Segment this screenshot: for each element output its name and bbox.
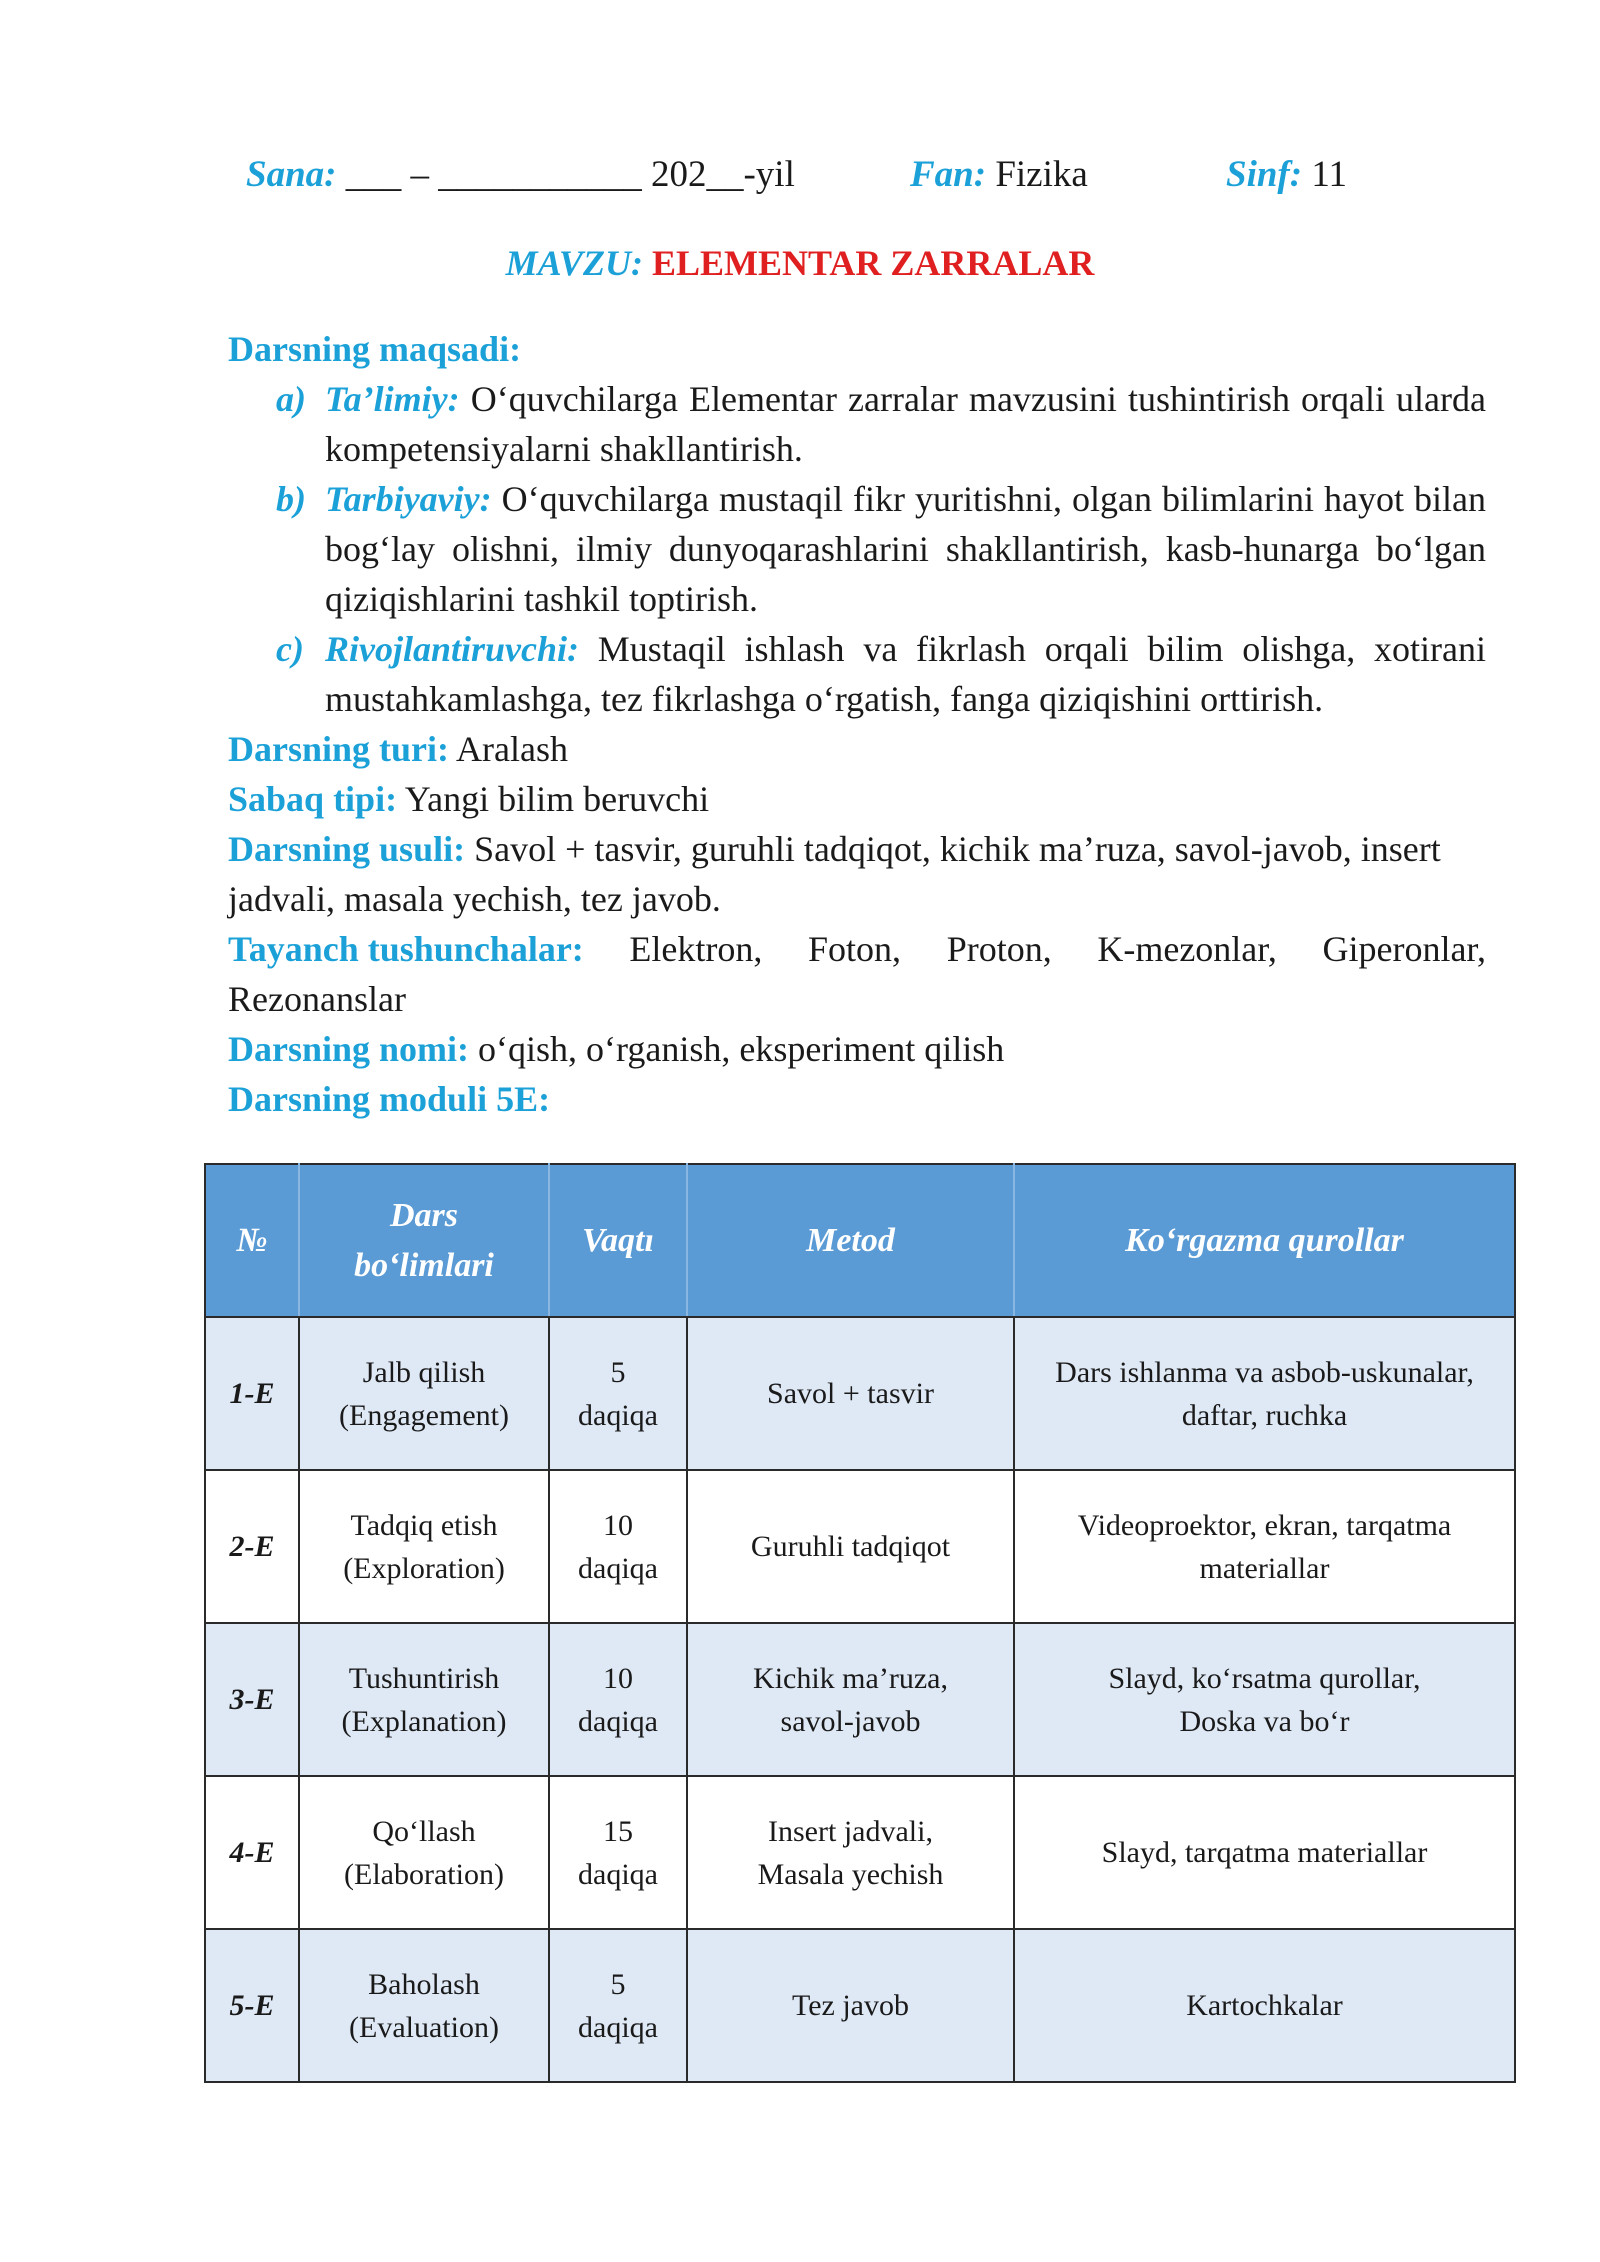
cell-line: daqiqa [578,2010,658,2044]
maqsad-item-talimiy [228,374,1486,474]
darsning-turi [228,724,1486,774]
tayanch-label: Tayanch tushunchalar: [228,929,584,969]
header-bolim-line: Dars [389,1196,459,1234]
cell-line: daftar, ruchka [1181,1398,1348,1432]
lesson-body [228,324,1486,1124]
sana-field [246,150,795,200]
maqsad-item-tarbiyaviy [228,474,1486,624]
tayanch-tushunchalar [228,924,1486,1024]
item-marker: a) [276,379,306,419]
cell-line: savol-javob [780,1704,921,1738]
row-vaqt [549,1623,687,1776]
header-num: № [205,1164,299,1317]
sinf-field [1226,150,1347,200]
cell-line: 15 [603,1814,633,1848]
mavzu-title [0,238,1600,288]
cell-line: 10 [603,1508,633,1542]
row-vaqt [549,1317,687,1470]
tayanch-term-last: Rezonanslar [228,979,406,1019]
fan-value: Fizika [995,154,1088,195]
fan-label: Fan: [910,154,987,195]
cell-line: (Evaluation) [349,2010,499,2044]
cell-line: (Exploration) [343,1551,505,1585]
cell-line: Baholash [368,1967,480,2001]
cell-line: 5 [610,1355,626,1389]
row-qurollar [1014,1317,1515,1470]
cell-line: 5 [610,1967,626,2001]
cell-line: Kichik ma’ruza, [753,1661,948,1695]
tayanch-term: Foton, [808,929,902,969]
tipi-label: Sabaq tipi: [228,779,398,819]
turi-label: Darsning turi: [228,729,450,769]
table-row [205,1623,1515,1776]
cell-line: Jalb qilish [362,1355,486,1389]
cell-line: Tez javob [791,1989,909,2022]
row-num: 2-E [205,1470,299,1623]
mavzu-value: ELEMENTAR ZARRALAR [651,243,1095,283]
row-bolim [299,1929,549,2082]
row-bolim [299,1623,549,1776]
cell-line: Tadqiq etish [350,1508,498,1542]
fan-field [910,150,1088,200]
table-row [205,1470,1515,1623]
cell-line: Slayd, ko‘rsatma qurollar, [1108,1661,1421,1695]
cell-line: Qo‘llash [372,1814,476,1848]
row-vaqt [549,1470,687,1623]
header-metod: Metod [687,1164,1014,1317]
cell-line: Videoproektor, ekran, tarqatma [1077,1508,1452,1542]
cell-line: materiallar [1199,1551,1330,1585]
modul-5e-table [204,1163,1516,2083]
cell-line: Tushuntirish [348,1661,500,1695]
cell-line: Guruhli tadqiqot [750,1530,951,1563]
tayanch-line [228,924,1486,974]
cell-line: Dars ishlanma va asbob-uskunalar, [1055,1355,1474,1389]
tipi-value: Yangi bilim beruvchi [404,779,710,819]
sabaq-tipi [228,774,1486,824]
item-label: Ta’limiy: [325,379,460,419]
row-num: 5-E [205,1929,299,2082]
header-line [246,150,1446,200]
mavzu-label: MAVZU: [505,243,643,283]
sana-value: ___ – ___________ 202__-yil [345,154,795,195]
item-label: Tarbiyaviy: [325,479,492,519]
row-qurollar [1014,1623,1515,1776]
cell-line: Masala yechish [757,1857,944,1891]
darsning-usuli [228,824,1486,924]
header-qurollar: Ko‘rgazma qurollar [1014,1164,1515,1317]
cell-line: Savol + tasvir [767,1377,934,1410]
maqsad-heading: Darsning maqsadi: [228,329,522,369]
row-metod [687,1317,1014,1470]
turi-value: Aralash [456,729,568,769]
item-text: Mustaqil ishlash va fikrlash orqali bilim olishga, xotirani mustahkamlashga, tez fikrlashga o‘rgatish, fanga qiziqishini orttirish. [325,629,1486,719]
cell-line: (Engagement) [339,1398,509,1432]
item-text: O‘quvchilarga Elementar zarralar mavzusini tushintirish orqali ularda kompetensiyalarni shakllantirish. [325,379,1486,469]
item-marker: b) [276,479,306,519]
cell-line: daqiqa [578,1704,658,1738]
row-bolim [299,1317,549,1470]
row-metod [687,1623,1014,1776]
row-metod [687,1929,1014,2082]
row-vaqt [549,1929,687,2082]
nomi-value: o‘qish, o‘rganish, eksperiment qilish [478,1029,1005,1069]
item-label: Rivojlantiruvchi: [325,629,580,669]
row-num: 1-E [205,1317,299,1470]
cell-line: 10 [603,1661,633,1695]
row-metod [687,1470,1014,1623]
header-vaqt: Vaqtı [549,1164,687,1317]
row-vaqt [549,1776,687,1929]
row-qurollar [1014,1776,1515,1929]
cell-line: Insert jadvali, [768,1814,933,1848]
usuli-value: Savol + tasvir, guruhli tadqiqot, kichik ma’ruza, savol-javob, insert jadvali, masala yechish, tez javob. [228,829,1441,919]
cell-line: Slayd, tarqatma materiallar [1101,1836,1428,1869]
header-bolimlar [299,1164,549,1317]
maqsad-item-rivojlantiruvchi [228,624,1486,724]
usuli-label: Darsning usuli: [228,829,466,869]
row-metod [687,1776,1014,1929]
cell-line: Doska va bo‘r [1179,1704,1350,1738]
cell-line: Kartochkalar [1186,1989,1343,2022]
header-bolim-line: bo‘limlari [354,1246,494,1284]
row-qurollar [1014,1470,1515,1623]
row-num: 4-E [205,1776,299,1929]
row-num: 3-E [205,1623,299,1776]
sinf-label: Sinf: [1226,154,1303,195]
row-qurollar [1014,1929,1515,2082]
item-text: O‘quvchilarga mustaqil fikr yuritishni, olgan bilimlarini hayot bilan bog‘lay olishni, ilmiy dunyoqarashlarini shakllantirish, kasb-hunarga bo‘lgan qiziqishlarini tashkil toptirish. [325,479,1487,619]
tayanch-term: Elektron, [629,929,763,969]
tayanch-term: Proton, [946,929,1052,969]
row-bolim [299,1470,549,1623]
tayanch-term: K-mezonlar, [1097,929,1277,969]
row-bolim [299,1776,549,1929]
table-row [205,1929,1515,2082]
modul-heading: Darsning moduli 5E: [228,1079,551,1119]
sana-label: Sana: [246,154,337,195]
cell-line: (Elaboration) [344,1857,504,1891]
cell-line: daqiqa [578,1398,658,1432]
cell-line: (Explanation) [341,1704,507,1738]
table-header-row [205,1164,1515,1317]
darsning-nomi [228,1024,1486,1074]
item-marker: c) [276,629,304,669]
cell-line: daqiqa [578,1551,658,1585]
cell-line: daqiqa [578,1857,658,1891]
nomi-label: Darsning nomi: [228,1029,470,1069]
tayanch-term: Giperonlar, [1322,929,1486,969]
table-row [205,1776,1515,1929]
sinf-value: 11 [1311,154,1347,195]
table-row [205,1317,1515,1470]
